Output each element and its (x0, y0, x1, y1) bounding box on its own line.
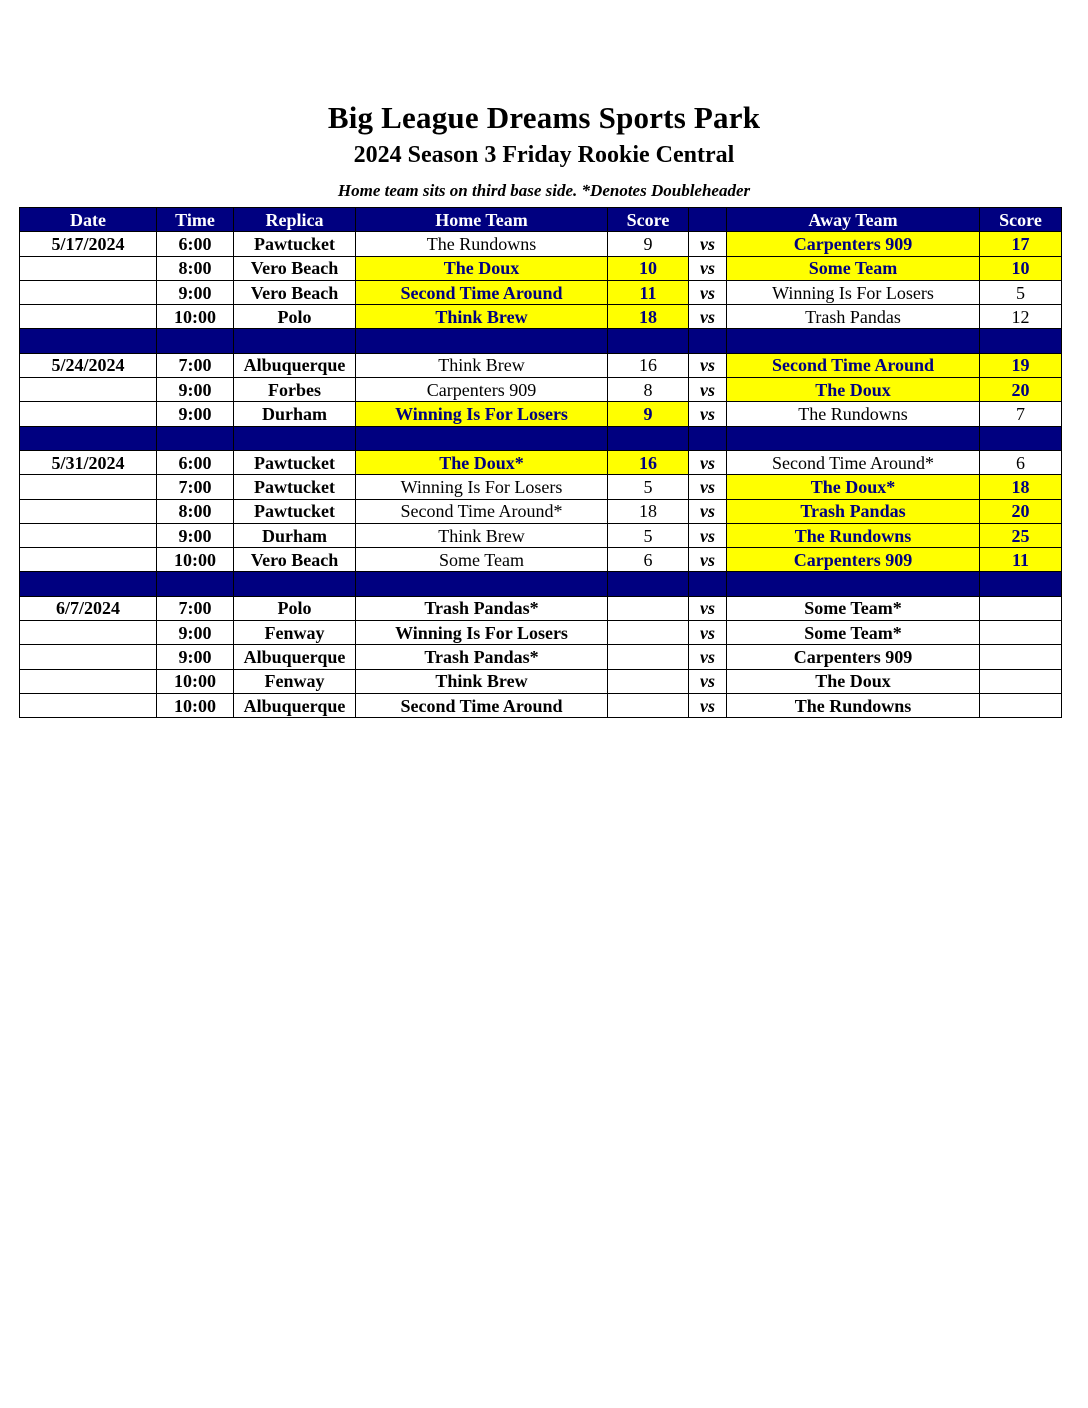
game-replica-field: Fenway (234, 669, 356, 693)
home-score: 9 (608, 402, 689, 426)
away-score: 20 (980, 378, 1062, 402)
away-score: 17 (980, 232, 1062, 256)
col-vs-header (689, 208, 727, 232)
away-score: 10 (980, 256, 1062, 280)
away-score (980, 693, 1062, 717)
separator-cell (20, 426, 157, 450)
away-score: 18 (980, 475, 1062, 499)
home-team: Carpenters 909 (356, 378, 608, 402)
game-date (20, 499, 157, 523)
home-team: Winning Is For Losers (356, 475, 608, 499)
game-time: 7:00 (157, 596, 234, 620)
game-time: 9:00 (157, 523, 234, 547)
vs-label: vs (689, 596, 727, 620)
separator-cell (356, 426, 608, 450)
col-home-team-header: Home Team (356, 208, 608, 232)
away-score: 7 (980, 402, 1062, 426)
vs-label: vs (689, 402, 727, 426)
separator-cell (689, 329, 727, 353)
separator-cell (727, 329, 980, 353)
separator-cell (157, 329, 234, 353)
home-score (608, 596, 689, 620)
separator-cell (727, 572, 980, 596)
vs-label: vs (689, 523, 727, 547)
game-time: 10:00 (157, 305, 234, 329)
game-replica-field: Durham (234, 523, 356, 547)
separator-cell (20, 329, 157, 353)
vs-label: vs (689, 475, 727, 499)
separator-cell (20, 572, 157, 596)
page-title: Big League Dreams Sports Park (327, 100, 761, 135)
game-row (20, 499, 1062, 523)
home-score: 9 (608, 232, 689, 256)
game-row (20, 548, 1062, 572)
home-score: 10 (608, 256, 689, 280)
away-score (980, 621, 1062, 645)
schedule-body (20, 232, 1062, 718)
game-date (20, 475, 157, 499)
game-date (20, 645, 157, 669)
away-team: Trash Pandas (727, 305, 980, 329)
home-score: 16 (608, 450, 689, 474)
home-score: 5 (608, 523, 689, 547)
home-score: 18 (608, 499, 689, 523)
vs-label: vs (689, 353, 727, 377)
game-time: 6:00 (157, 232, 234, 256)
home-team: Second Time Around* (356, 499, 608, 523)
home-team: The Doux (356, 256, 608, 280)
game-replica-field: Pawtucket (234, 232, 356, 256)
vs-label: vs (689, 645, 727, 669)
away-team: The Rundowns (727, 523, 980, 547)
home-team: Trash Pandas* (356, 596, 608, 620)
separator-cell (157, 572, 234, 596)
game-date (20, 256, 157, 280)
game-row (20, 450, 1062, 474)
game-date (20, 523, 157, 547)
home-team: Think Brew (356, 669, 608, 693)
game-time: 9:00 (157, 621, 234, 645)
separator-cell (234, 426, 356, 450)
game-time: 9:00 (157, 378, 234, 402)
home-team: Some Team (356, 548, 608, 572)
away-team: Second Time Around* (727, 450, 980, 474)
game-row (20, 475, 1062, 499)
schedule-note: Home team sits on third base side. *Denotes Doubleheader (337, 181, 751, 200)
game-date: 6/7/2024 (20, 596, 157, 620)
home-team: Think Brew (356, 353, 608, 377)
week-separator-row (20, 329, 1062, 353)
game-replica-field: Vero Beach (234, 548, 356, 572)
game-row (20, 305, 1062, 329)
game-date: 5/17/2024 (20, 232, 157, 256)
game-replica-field: Albuquerque (234, 353, 356, 377)
game-time: 9:00 (157, 280, 234, 304)
game-row (20, 378, 1062, 402)
away-score (980, 596, 1062, 620)
game-replica-field: Pawtucket (234, 450, 356, 474)
home-team: Second Time Around (356, 280, 608, 304)
away-score (980, 645, 1062, 669)
separator-cell (689, 426, 727, 450)
game-time: 10:00 (157, 693, 234, 717)
col-replica-header: Replica (234, 208, 356, 232)
home-score: 18 (608, 305, 689, 329)
separator-cell (234, 572, 356, 596)
game-date: 5/31/2024 (20, 450, 157, 474)
game-replica-field: Durham (234, 402, 356, 426)
game-time: 8:00 (157, 256, 234, 280)
away-score: 12 (980, 305, 1062, 329)
game-date (20, 402, 157, 426)
away-team: Second Time Around (727, 353, 980, 377)
game-replica-field: Albuquerque (234, 645, 356, 669)
vs-label: vs (689, 256, 727, 280)
home-team: Trash Pandas* (356, 645, 608, 669)
home-score: 16 (608, 353, 689, 377)
away-team: Trash Pandas (727, 499, 980, 523)
vs-label: vs (689, 499, 727, 523)
game-date: 5/24/2024 (20, 353, 157, 377)
game-replica-field: Pawtucket (234, 475, 356, 499)
away-team: Some Team (727, 256, 980, 280)
home-team: Think Brew (356, 305, 608, 329)
home-score (608, 669, 689, 693)
game-date (20, 305, 157, 329)
week-separator-row (20, 426, 1062, 450)
home-score: 5 (608, 475, 689, 499)
page-subtitle: 2024 Season 3 Friday Rookie Central (353, 142, 735, 168)
away-score: 19 (980, 353, 1062, 377)
separator-cell (608, 329, 689, 353)
game-time: 8:00 (157, 499, 234, 523)
home-team: Winning Is For Losers (356, 402, 608, 426)
separator-cell (727, 426, 980, 450)
game-row (20, 280, 1062, 304)
col-home-score-header: Score (608, 208, 689, 232)
col-away-score-header: Score (980, 208, 1062, 232)
home-team: Think Brew (356, 523, 608, 547)
away-team: Some Team* (727, 621, 980, 645)
game-row (20, 596, 1062, 620)
vs-label: vs (689, 450, 727, 474)
game-row (20, 353, 1062, 377)
away-team: The Doux (727, 669, 980, 693)
vs-label: vs (689, 548, 727, 572)
separator-cell (980, 426, 1062, 450)
separator-cell (356, 329, 608, 353)
vs-label: vs (689, 232, 727, 256)
game-replica-field: Polo (234, 596, 356, 620)
home-team: The Rundowns (356, 232, 608, 256)
separator-cell (980, 329, 1062, 353)
game-row (20, 693, 1062, 717)
game-row (20, 523, 1062, 547)
home-score: 8 (608, 378, 689, 402)
separator-cell (356, 572, 608, 596)
home-team: The Doux* (356, 450, 608, 474)
col-time-header: Time (157, 208, 234, 232)
game-date (20, 378, 157, 402)
game-time: 10:00 (157, 669, 234, 693)
away-team: Carpenters 909 (727, 232, 980, 256)
away-score (980, 669, 1062, 693)
vs-label: vs (689, 280, 727, 304)
game-time: 7:00 (157, 475, 234, 499)
game-time: 10:00 (157, 548, 234, 572)
away-score: 6 (980, 450, 1062, 474)
game-row (20, 645, 1062, 669)
separator-cell (980, 572, 1062, 596)
game-replica-field: Vero Beach (234, 280, 356, 304)
game-replica-field: Fenway (234, 621, 356, 645)
game-date (20, 669, 157, 693)
game-date (20, 693, 157, 717)
away-score: 5 (980, 280, 1062, 304)
away-team: The Doux* (727, 475, 980, 499)
vs-label: vs (689, 378, 727, 402)
schedule-table (19, 207, 1062, 718)
separator-cell (608, 426, 689, 450)
game-row (20, 402, 1062, 426)
separator-cell (234, 329, 356, 353)
away-score: 20 (980, 499, 1062, 523)
home-score: 11 (608, 280, 689, 304)
header-row (20, 208, 1062, 232)
separator-cell (689, 572, 727, 596)
game-time: 9:00 (157, 645, 234, 669)
away-team: Some Team* (727, 596, 980, 620)
game-replica-field: Albuquerque (234, 693, 356, 717)
away-team: The Rundowns (727, 402, 980, 426)
home-score (608, 693, 689, 717)
game-date (20, 280, 157, 304)
vs-label: vs (689, 621, 727, 645)
game-row (20, 669, 1062, 693)
away-team: The Doux (727, 378, 980, 402)
game-time: 6:00 (157, 450, 234, 474)
col-away-team-header: Away Team (727, 208, 980, 232)
game-date (20, 621, 157, 645)
away-score: 25 (980, 523, 1062, 547)
game-replica-field: Pawtucket (234, 499, 356, 523)
home-score (608, 621, 689, 645)
game-row (20, 256, 1062, 280)
game-time: 7:00 (157, 353, 234, 377)
home-score: 6 (608, 548, 689, 572)
away-team: Winning Is For Losers (727, 280, 980, 304)
vs-label: vs (689, 669, 727, 693)
separator-cell (608, 572, 689, 596)
game-row (20, 621, 1062, 645)
game-replica-field: Polo (234, 305, 356, 329)
away-team: Carpenters 909 (727, 548, 980, 572)
home-team: Winning Is For Losers (356, 621, 608, 645)
col-date-header: Date (20, 208, 157, 232)
away-team: Carpenters 909 (727, 645, 980, 669)
game-row (20, 232, 1062, 256)
away-score: 11 (980, 548, 1062, 572)
separator-cell (157, 426, 234, 450)
vs-label: vs (689, 693, 727, 717)
home-score (608, 645, 689, 669)
away-team: The Rundowns (727, 693, 980, 717)
game-replica-field: Vero Beach (234, 256, 356, 280)
game-time: 9:00 (157, 402, 234, 426)
game-replica-field: Forbes (234, 378, 356, 402)
vs-label: vs (689, 305, 727, 329)
week-separator-row (20, 572, 1062, 596)
game-date (20, 548, 157, 572)
home-team: Second Time Around (356, 693, 608, 717)
